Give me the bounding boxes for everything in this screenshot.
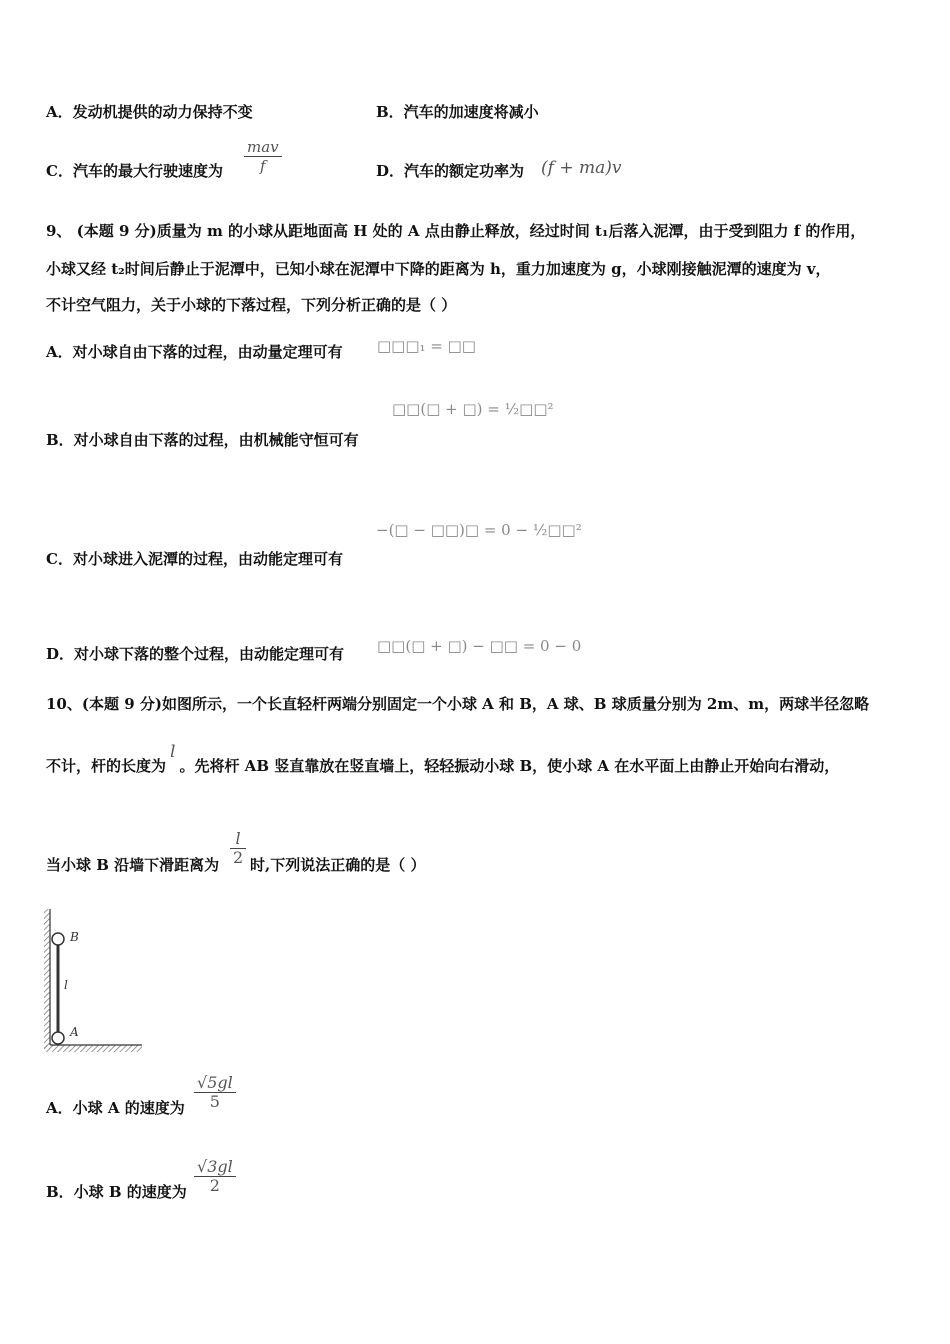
floor bbox=[44, 1045, 142, 1052]
wall bbox=[44, 909, 50, 1049]
q10-stem-line3-end: 时,下列说法正确的是（ ） bbox=[250, 856, 426, 874]
q9-option-d-formula: □□(□ + □) − □□ = 0 − 0 bbox=[377, 637, 582, 655]
q8-option-c-fraction: mav f bbox=[244, 138, 282, 175]
q8-option-c: C．汽车的最大行驶速度为 bbox=[46, 162, 223, 180]
q9-option-a: A．对小球自由下落的过程，由动量定理可有 bbox=[46, 343, 343, 361]
q8-option-b: B．汽车的加速度将减小 bbox=[376, 103, 539, 121]
q10-option-b: B．小球 B 的速度为 bbox=[46, 1183, 187, 1201]
q8-option-d-formula: (f + ma)v bbox=[541, 158, 622, 178]
q9-stem-line2: 小球又经 t₂时间后静止于泥潭中，已知小球在泥潭中下降的距离为 h，重力加速度为 g，小球刚接触泥潭的速度为 v， bbox=[46, 260, 831, 278]
q10-stem-line2: 不计，杆的长度为l。先将杆 AB 竖直靠放在竖直墙上，轻轻振动小球 B，使小球 A 在水平面上由静止开始向右滑动， bbox=[46, 742, 840, 775]
q10-option-a: A．小球 A 的速度为 bbox=[46, 1099, 185, 1117]
q9-option-c-formula: −(□ − □□)□ = 0 − ½□□² bbox=[376, 521, 582, 539]
q9-option-d: D．对小球下落的整个过程，由动能定理可有 bbox=[46, 645, 345, 663]
q10-stem-fraction: $\frac{l}{2}$ bbox=[230, 830, 246, 867]
q9-option-b-formula: □□(□ + □) = ½□□² bbox=[392, 400, 554, 418]
label-b: B bbox=[70, 930, 79, 944]
label-l: l bbox=[64, 978, 68, 992]
ball-a bbox=[52, 1032, 64, 1044]
q9-option-b: B．对小球自由下落的过程，由机械能守恒可有 bbox=[46, 431, 359, 449]
q9-stem-line3: 不计空气阻力，关于小球的下落过程，下列分析正确的是（ ） bbox=[46, 296, 457, 314]
q9-stem-line1: 9、 (本题 9 分)质量为 m 的小球从距地面高 H 处的 A 点由静止释放，经过时间 t₁后落入泥潭，由于受到阻力 f 的作用， bbox=[46, 222, 866, 240]
q10-option-b-fraction: $\frac{√3gl}{2}$ bbox=[194, 1158, 236, 1195]
q8-option-a: A．发动机提供的动力保持不变 bbox=[46, 103, 253, 121]
q9-option-c: C．对小球进入泥潭的过程，由动能定理可有 bbox=[46, 550, 343, 568]
q10-stem-line1: 10、(本题 9 分)如图所示，一个长直轻杆两端分别固定一个小球 A 和 B，A 球、B 球质量分别为 2m、m，两球半径忽略 bbox=[46, 695, 870, 713]
q9-option-a-formula: □□□₁ = □□ bbox=[377, 337, 476, 355]
q8-option-d: D．汽车的额定功率为 bbox=[376, 162, 525, 180]
q10-option-a-fraction: $\frac{√5gl}{5}$ bbox=[194, 1074, 236, 1111]
q10-stem-line3: 当小球 B 沿墙下滑距离为 bbox=[46, 856, 220, 874]
wall-rod-figure bbox=[40, 905, 150, 1055]
label-a: A bbox=[70, 1025, 79, 1039]
ball-b bbox=[52, 933, 64, 945]
